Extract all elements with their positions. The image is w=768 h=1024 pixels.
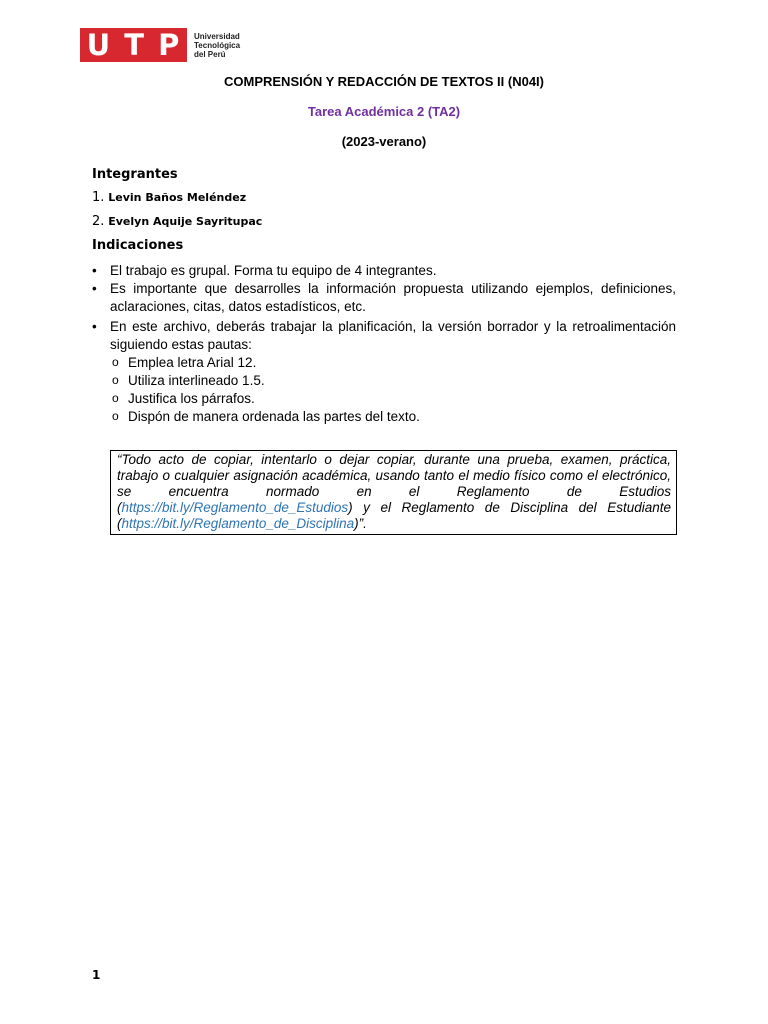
note-text: ) y el Reglamento de Disciplina del Estudiante ( <box>117 500 671 531</box>
guideline-item: o Dispón de manera ordenada las partes del texto. <box>92 408 676 426</box>
guideline-item: o Emplea letra Arial 12. <box>92 354 676 372</box>
note-text: “Todo acto de copiar, intentarlo o dejar copiar, durante una prueba, examen, práctica, trabajo o cualquier asignación académica, usando tanto el medio físico como el electrónico, se encuentra normado en el Reglamento de Estudios ( <box>117 452 671 515</box>
member-name: Levin Baños Meléndez <box>108 191 247 204</box>
members-heading: Integrantes <box>92 167 178 182</box>
instructions-heading: Indicaciones <box>92 238 184 253</box>
page-number: 1 <box>92 968 101 982</box>
regulations-discipline-link[interactable]: https://bit.ly/Reglamento_de_Disciplina <box>121 516 355 531</box>
instruction-item: • Es importante que desarrolles la información propuesta utilizando ejemplos, definiciones, aclaraciones, citas, datos estadísticos, etc. <box>92 280 676 316</box>
logo-letter: U <box>86 28 112 62</box>
logo-letter: T <box>124 28 146 62</box>
member-item <box>92 190 246 205</box>
instruction-item: • En este archivo, deberás trabajar la planificación, la versión borrador y la retroalimentación siguiendo estas pautas: <box>92 318 676 354</box>
guideline-item: o Justifica los párrafos. <box>92 390 676 408</box>
university-name-line: del Perú <box>194 49 226 59</box>
utp-logo <box>80 28 240 62</box>
assignment-subtitle: Tarea Académica 2 (TA2) <box>307 104 461 119</box>
document-title: COMPRENSIÓN Y REDACCIÓN DE TEXTOS II (N04I) <box>224 74 544 89</box>
instructions-list <box>92 262 676 426</box>
member-item <box>92 214 262 229</box>
guideline-item: o Utiliza interlineado 1.5. <box>92 372 676 390</box>
instruction-item: • El trabajo es grupal. Forma tu equipo de 4 integrantes. <box>92 262 676 280</box>
university-name-line: Universidad <box>194 31 240 41</box>
university-name-line: Tecnológica <box>194 40 241 50</box>
member-number: 1. <box>92 190 105 205</box>
note-text: )”. <box>354 516 367 531</box>
utp-logo-mark <box>80 28 187 62</box>
academic-integrity-note <box>110 450 677 535</box>
member-name: Evelyn Aquije Sayritupac <box>108 215 263 228</box>
assignment-period: (2023-verano) <box>341 134 427 149</box>
regulations-studies-link[interactable]: https://bit.ly/Reglamento_de_Estudios <box>121 500 349 515</box>
university-name <box>194 32 240 59</box>
member-number: 2. <box>92 214 105 229</box>
logo-letter: P <box>158 28 181 62</box>
